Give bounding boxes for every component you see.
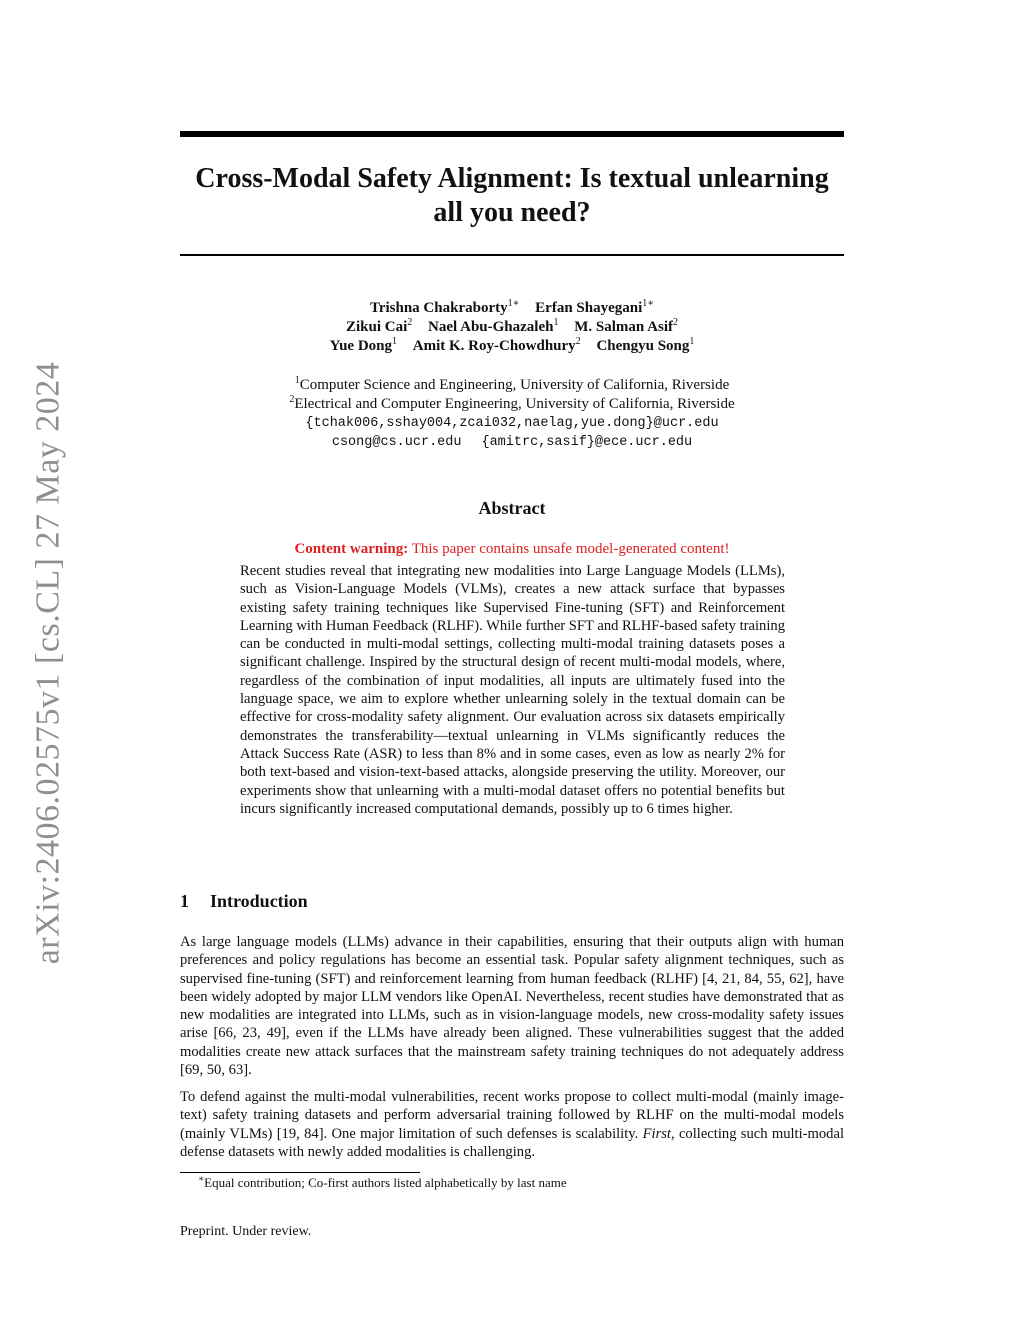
author: Trishna Chakraborty$^{1∗}$ <box>369 298 520 316</box>
title-bottom-rule <box>180 254 844 256</box>
author-row-2 <box>180 318 844 337</box>
title-top-rule <box>180 131 844 137</box>
affiliation-1: $^1$Computer Science and Engineering, University of California, Riverside <box>294 375 730 393</box>
affiliation-2: $^2$Electrical and Computer Engineering, University of California, Riverside <box>289 394 735 412</box>
intro-paragraph-1: As large language models (LLMs) advance in their capabilities, ensuring that their outputs align with human preferences and policy regulations has become an essential task. Popular safety alignment techniques, such as supervised fine-tuning (SFT) and reinforcement learning from human feedback (RLHF) [4, 21, 84, 55, 62], have been widely adopted by major LLM vendors like OpenAI. Nevertheless, recent studies have demonstrated that as new modalities are integrated into LLMs, such as in vision-language models, new cross-modality safety issues arise [66, 23, 49], even if the LLMs have already been aligned. These vulnerabilities suggest that the added modalities create new attack surfaces that the mainstream safety training techniques do not adequately address [69, 50, 63]. <box>180 934 844 1079</box>
footnote-rule <box>180 1172 420 1173</box>
author: M. Salman Asif$^2$ <box>574 317 678 335</box>
author: Zikui Cai$^2$ <box>346 317 413 335</box>
email-line-1: {tchak006,sshay004,zcai032,naelag,yue.dong}@ucr.edu <box>305 416 719 431</box>
arxiv-id-text: arXiv:2406.02575v1 [cs.CL] 27 May 2024 <box>29 361 67 964</box>
intro-paragraph-2: To defend against the multi-modal vulnerabilities, recent works propose to collect multi-modal (mainly image-text) safety training datasets and perform adversarial training followed by RLHF on the multi-modal models (mainly VLMs) [19, 84]. One major limitation of such defenses is scalability. First, collecting such multi-modal defense datasets with newly added modalities is challenging. <box>180 1089 844 1160</box>
author-row-3 <box>180 337 844 356</box>
arxiv-identifier <box>20 0 76 1325</box>
author: Yue Dong$^1$ <box>329 336 397 354</box>
paper-title <box>180 162 844 230</box>
author: Amit K. Roy-Chowdhury$^2$ <box>412 336 581 354</box>
affiliations <box>180 376 844 452</box>
author: Chengyu Song$^1$ <box>596 336 695 354</box>
preprint-note: Preprint. Under review. <box>180 1224 312 1239</box>
title-line-1: Cross-Modal Safety Alignment: Is textual unlearning <box>195 163 829 194</box>
email-line-2: csong@cs.ucr.edu {amitrc,sasif}@ece.ucr.edu <box>331 435 693 450</box>
author: Nael Abu-Ghazaleh$^1$ <box>428 317 559 335</box>
content-warning: Content warning: This paper contains unsafe model-generated content! <box>294 541 730 557</box>
author-list <box>180 299 844 356</box>
title-line-2: all you need? <box>433 197 591 228</box>
author-row-1 <box>180 299 844 318</box>
footnote: ∗Equal contribution; Co-first authors listed alphabetically by last name <box>198 1173 567 1190</box>
author: Erfan Shayegani$^{1∗}$ <box>535 298 655 316</box>
section-heading-introduction: 1 Introduction <box>180 891 308 911</box>
abstract-heading: Abstract <box>478 498 546 518</box>
abstract-text: Recent studies reveal that integrating new modalities into Large Language Models (LLMs), such as Vision-Language Models (VLMs), creates a new attack surface that bypasses existing safety training techniques like Supervised Fine-tuning (SFT) and Reinforcement Learning with Human Feedback (RLHF). While further SFT and RLHF-based safety training can be conducted in multi-modal settings, collecting multi-modal training datasets poses a significant challenge. Inspired by the structural design of recent multi-modal models, where, regardless of the combination of input modalities, all inputs are ultimately fused into the language space, we aim to explore whether unlearning solely in the textual domain can be effective for cross-modality safety alignment. Our evaluation across six datasets empirically demonstrates the transferability—textual unlearning in VLMs significantly reduces the Attack Success Rate (ASR) to less than 8% and in some cases, even as low as nearly 2% for both text-based and vision-text-based attacks, alongside preserving the utility. Moreover, our experiments show that unlearning with a multi-modal dataset offers no potential benefits but incurs significantly increased computational demands, possibly up to 6 times higher. <box>240 563 785 817</box>
